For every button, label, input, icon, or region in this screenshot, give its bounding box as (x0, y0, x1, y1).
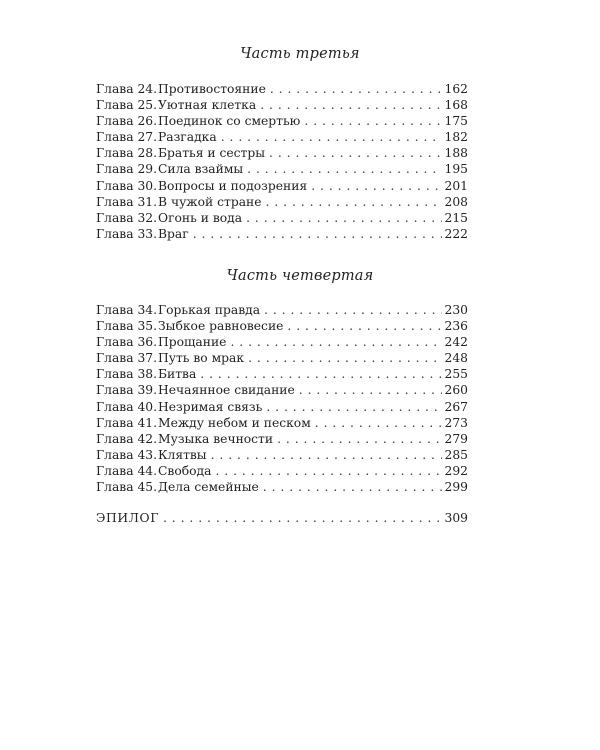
dot-leader (266, 399, 441, 415)
chapter-title: Вопросы и подозрения (158, 178, 311, 194)
chapter-title: Враг (158, 226, 193, 242)
page-number: 182 (444, 130, 468, 145)
epilogue-title: ЭПИЛОГ (96, 510, 163, 526)
dot-leader (230, 334, 441, 350)
dot-leader (299, 382, 442, 398)
dot-leader (248, 350, 441, 366)
dot-leader (211, 447, 442, 463)
dot-leader (260, 97, 441, 113)
chapter-title: Сила взаймы (158, 161, 247, 177)
chapter-label: Глава 35. (96, 319, 158, 334)
page-number: 279 (444, 431, 468, 446)
page-number: 215 (444, 210, 468, 225)
toc-entry[interactable] (96, 479, 468, 495)
toc-entry[interactable] (96, 431, 468, 447)
chapter-title: Между небом и песком (158, 415, 315, 431)
toc-entry[interactable] (96, 194, 468, 210)
toc-entry[interactable] (96, 210, 468, 226)
chapter-title: Уютная клетка (158, 97, 260, 113)
dot-leader (264, 302, 441, 318)
dot-leader (246, 210, 441, 226)
dot-leader (266, 194, 442, 210)
page-number: 242 (444, 335, 468, 350)
dot-leader (200, 366, 441, 382)
chapter-label: Глава 25. (96, 98, 158, 113)
page-number: 299 (444, 480, 468, 495)
dot-leader (193, 226, 442, 242)
toc-entry[interactable] (96, 366, 468, 382)
part-three-heading: Часть третья (240, 46, 360, 62)
chapter-label: Глава 45. (96, 480, 158, 495)
dot-leader (221, 129, 442, 145)
dot-leader (304, 113, 441, 129)
dot-leader (315, 415, 442, 431)
chapter-label: Глава 37. (96, 351, 158, 366)
part-three-toc (96, 81, 468, 242)
toc-entry[interactable] (96, 226, 468, 242)
chapter-title: Горькая правда (158, 302, 264, 318)
chapter-label: Глава 32. (96, 210, 158, 225)
toc-entry[interactable] (96, 399, 468, 415)
toc-entry[interactable] (96, 463, 468, 479)
chapter-title: Незримая связь (158, 399, 266, 415)
chapter-title: Музыка вечности (158, 431, 277, 447)
page-number: 230 (444, 303, 468, 317)
chapter-label: Глава 30. (96, 178, 158, 193)
toc-entry[interactable] (96, 302, 468, 318)
toc-entry[interactable] (96, 178, 468, 194)
toc-entry[interactable] (96, 334, 468, 350)
page-number: 285 (444, 447, 468, 462)
toc-entry[interactable] (96, 113, 468, 129)
chapter-label: Глава 34. (96, 303, 158, 317)
toc-entry[interactable] (96, 81, 468, 97)
page-number: 267 (444, 399, 468, 414)
epilogue-entry[interactable] (96, 510, 468, 526)
chapter-label: Глава 40. (96, 399, 158, 414)
chapter-label: Глава 26. (96, 114, 158, 129)
dot-leader (163, 510, 442, 526)
toc-entry[interactable] (96, 382, 468, 398)
toc-entry[interactable] (96, 129, 468, 145)
chapter-label: Глава 36. (96, 335, 158, 350)
dot-leader (263, 479, 442, 495)
chapter-title: В чужой стране (158, 194, 266, 210)
toc-entry[interactable] (96, 318, 468, 334)
chapter-title: Битва (158, 366, 200, 382)
page-number: 248 (444, 351, 468, 366)
page-number: 222 (444, 226, 468, 241)
chapter-label: Глава 44. (96, 463, 158, 478)
chapter-title: Зыбкое равновесие (158, 318, 287, 334)
chapter-title: Братья и сестры (158, 145, 269, 161)
chapter-label: Глава 43. (96, 447, 158, 462)
page-number: 195 (444, 162, 468, 177)
dot-leader (270, 81, 442, 97)
page-number: 273 (444, 415, 468, 430)
chapter-title: Поединок со смертью (158, 113, 304, 129)
chapter-title: Прощание (158, 334, 230, 350)
chapter-title: Разгадка (158, 129, 221, 145)
toc-entry[interactable] (96, 97, 468, 113)
page-number: 208 (444, 194, 468, 209)
chapter-label: Глава 39. (96, 383, 158, 398)
page-number: 255 (444, 367, 468, 382)
toc-entry[interactable] (96, 415, 468, 431)
dot-leader (247, 161, 441, 177)
dot-leader (215, 463, 441, 479)
page-number: 162 (444, 82, 468, 96)
toc-entry[interactable] (96, 145, 468, 161)
chapter-label: Глава 33. (96, 226, 158, 241)
chapter-label: Глава 27. (96, 130, 158, 145)
page-number: 175 (444, 114, 468, 129)
dot-leader (311, 178, 441, 194)
toc-entry[interactable] (96, 161, 468, 177)
page-number: 168 (444, 98, 468, 113)
page-number: 236 (444, 319, 468, 334)
dot-leader (277, 431, 441, 447)
page-number: 260 (444, 383, 468, 398)
toc-entry[interactable] (96, 447, 468, 463)
chapter-label: Глава 28. (96, 146, 158, 161)
part-four-toc (96, 302, 468, 495)
chapter-label: Глава 31. (96, 194, 158, 209)
chapter-label: Глава 29. (96, 162, 158, 177)
part-four-heading: Часть четвертая (226, 268, 374, 284)
page-number: 201 (444, 178, 468, 193)
chapter-title: Противостояние (158, 81, 270, 97)
chapter-title: Клятвы (158, 447, 211, 463)
epilogue-page-number: 309 (444, 511, 468, 525)
chapter-label: Глава 42. (96, 431, 158, 446)
page-number: 188 (444, 146, 468, 161)
chapter-title: Дела семейные (158, 479, 263, 495)
chapter-title: Нечаянное свидание (158, 382, 299, 398)
page-number: 292 (444, 463, 468, 478)
chapter-title: Свобода (158, 463, 215, 479)
chapter-title: Путь во мрак (158, 350, 248, 366)
chapter-label: Глава 24. (96, 82, 158, 96)
dot-leader (269, 145, 441, 161)
toc-entry[interactable] (96, 350, 468, 366)
dot-leader (287, 318, 441, 334)
chapter-label: Глава 38. (96, 367, 158, 382)
epilogue-toc (96, 510, 468, 526)
chapter-label: Глава 41. (96, 415, 158, 430)
chapter-title: Огонь и вода (158, 210, 246, 226)
